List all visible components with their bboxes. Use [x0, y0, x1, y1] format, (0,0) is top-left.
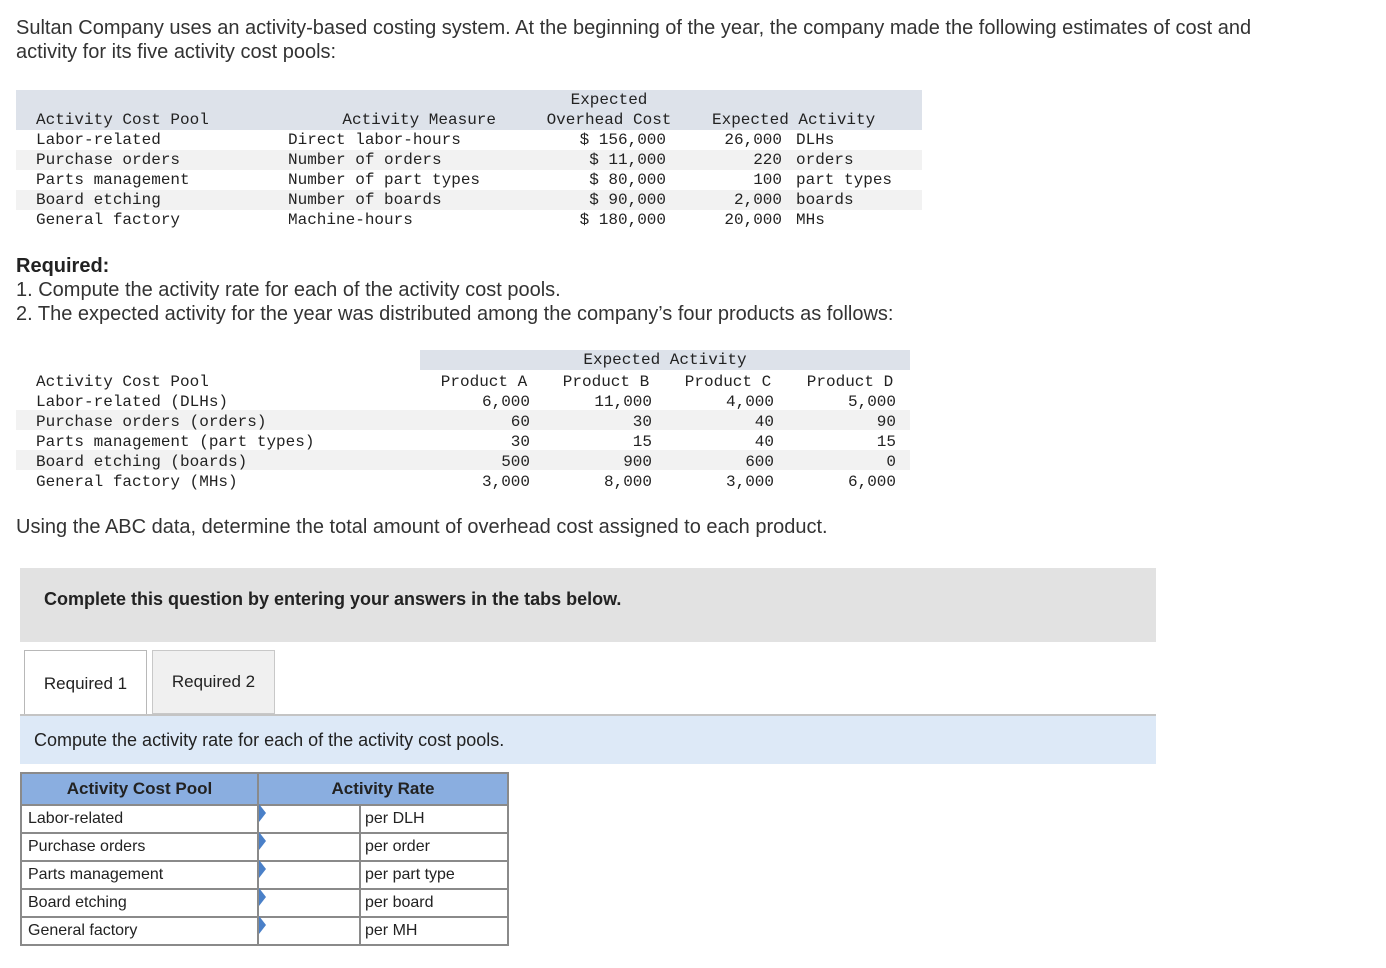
required-section [16, 254, 894, 326]
activity-value: 15 [876, 433, 896, 451]
activity-rate-cell[interactable] [258, 861, 360, 889]
col-header-rate: Activity Rate [258, 773, 508, 805]
activity-rate-input[interactable] [263, 809, 359, 829]
activity-value: 40 [754, 433, 774, 451]
activity-value: 600 [745, 453, 774, 471]
header-cost-line2: Overhead Cost [546, 111, 672, 129]
pool-name: Purchase orders [36, 151, 181, 169]
expected-unit: orders [796, 151, 854, 169]
activity-rate-cell[interactable] [258, 833, 360, 861]
activity-value: 0 [886, 453, 896, 471]
expected-qty: 100 [753, 171, 782, 189]
expected-qty: 20,000 [724, 211, 782, 229]
expected-qty: 2,000 [733, 191, 782, 209]
product-header: Product C [684, 373, 772, 391]
answer-row [21, 861, 508, 889]
activity-value: 5,000 [847, 393, 896, 411]
activity-measure: Number of orders [288, 151, 442, 169]
col-header-pool: Activity Cost Pool [21, 773, 258, 805]
using-abc-text: Using the ABC data, determine the total amount of overhead cost assigned to each product. [16, 516, 828, 538]
header-measure: Activity Measure [342, 111, 496, 129]
activity-rate-answer-table [20, 772, 509, 946]
activity-value: 900 [623, 453, 652, 471]
required-item-1: 1. Compute the activity rate for each of the activity cost pools. [16, 279, 561, 301]
activity-value: 3,000 [725, 473, 774, 491]
activity-value: 500 [501, 453, 530, 471]
header-cost-line1: Expected [570, 91, 648, 109]
activity-value: 40 [754, 413, 774, 431]
expected-qty: 26,000 [724, 131, 782, 149]
activity-value: 6,000 [481, 393, 530, 411]
activity-value: 30 [632, 413, 652, 431]
header-activity: Expected Activity [712, 111, 876, 129]
activity-value: 15 [632, 433, 652, 451]
activity-rate-input[interactable] [263, 837, 359, 857]
answer-row [21, 833, 508, 861]
product-header: Product A [440, 373, 528, 391]
answer-row [21, 889, 508, 917]
required-title: Required: [16, 255, 110, 277]
expected-unit: MHs [796, 211, 825, 229]
activity-rate-cell[interactable] [258, 917, 360, 945]
pool-name: General factory (MHs) [36, 473, 238, 491]
instruction-banner [20, 568, 1156, 642]
pool-name: Labor-related [36, 131, 161, 149]
expected-unit: part types [796, 171, 893, 189]
activity-value: 30 [510, 433, 530, 451]
pool-name: Board etching (boards) [36, 453, 248, 471]
product-header: Product D [806, 373, 894, 391]
answer-pool-name: Purchase orders [21, 833, 258, 861]
answer-pool-name: Labor-related [21, 805, 258, 833]
header-pool: Activity Cost Pool [36, 111, 209, 129]
answer-row [21, 805, 508, 833]
answer-pool-name: Board etching [21, 889, 258, 917]
activity-rate-input[interactable] [263, 893, 359, 913]
activity-value: 6,000 [847, 473, 896, 491]
activity-rate-cell[interactable] [258, 889, 360, 917]
pool-name: General factory [36, 211, 181, 229]
overhead-cost: $ 90,000 [589, 191, 666, 209]
expected-unit: boards [796, 191, 854, 209]
overhead-cost: $ 156,000 [579, 131, 666, 149]
product-header: Product B [562, 373, 650, 391]
pool-name: Parts management [36, 171, 190, 189]
rate-unit-label: per part type [360, 861, 508, 889]
activity-rate-cell[interactable] [258, 805, 360, 833]
pool-name: Purchase orders (orders) [36, 413, 267, 431]
rate-unit-label: per order [360, 833, 508, 861]
answer-row [21, 917, 508, 945]
pool-name: Parts management (part types) [36, 433, 315, 451]
required-item-2: 2. The expected activity for the year was distributed among the company’s four products as follows: [16, 303, 894, 325]
tab-instruction: Compute the activity rate for each of the activity cost pools. [34, 730, 505, 750]
activity-value: 3,000 [481, 473, 530, 491]
answer-pool-name: General factory [21, 917, 258, 945]
intro-text: Sultan Company uses an activity-based costing system. At the beginning of the year, the company made the following estimates of cost and activity for its five activity cost pools: [16, 17, 1252, 63]
cost-pool-estimates-table [16, 90, 922, 230]
activity-value: 60 [510, 413, 530, 431]
activity-measure: Direct labor-hours [288, 131, 461, 149]
overhead-cost: $ 11,000 [589, 151, 666, 169]
activity-value: 90 [876, 413, 896, 431]
pool-name: Labor-related (DLHs) [36, 393, 229, 411]
expected-unit: DLHs [796, 131, 835, 149]
activity-value: 4,000 [725, 393, 774, 411]
tab-required-1[interactable]: Required 1 [24, 650, 147, 716]
rate-unit-label: per DLH [360, 805, 508, 833]
rate-unit-label: per board [360, 889, 508, 917]
answer-pool-name: Parts management [21, 861, 258, 889]
overhead-cost: $ 80,000 [589, 171, 666, 189]
rate-unit-label: per MH [360, 917, 508, 945]
activity-measure: Machine-hours [288, 211, 413, 229]
overhead-cost: $ 180,000 [579, 211, 666, 229]
product-activity-table [16, 350, 910, 492]
tab-required-2[interactable]: Required 2 [152, 650, 275, 714]
expected-qty: 220 [753, 151, 782, 169]
group-header: Expected Activity [583, 351, 747, 369]
tab-instruction-bar [20, 716, 1156, 764]
pool-name: Board etching [36, 191, 161, 209]
activity-measure: Number of part types [288, 171, 481, 189]
activity-rate-input[interactable] [263, 865, 359, 885]
activity-measure: Number of boards [288, 191, 442, 209]
activity-value: 11,000 [594, 393, 652, 411]
header-pool: Activity Cost Pool [36, 373, 209, 391]
complete-text: Complete this question by entering your answers in the tabs below. [44, 589, 622, 609]
activity-rate-input[interactable] [263, 921, 359, 941]
activity-value: 8,000 [603, 473, 652, 491]
